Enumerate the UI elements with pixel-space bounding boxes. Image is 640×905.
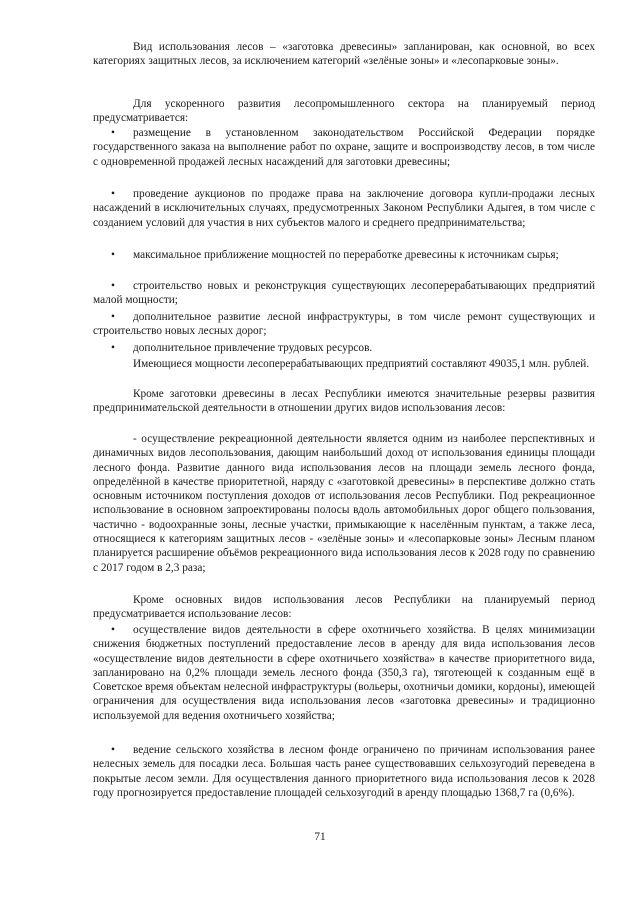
bullet-icon: • <box>111 127 115 139</box>
page-number: 71 <box>314 831 326 843</box>
bullet-item-hunting <box>93 623 595 723</box>
bullet-icon: • <box>111 311 115 323</box>
paragraph-harvest-intro: Вид использования лесов – «заготовка древесины» запланирован, как основной, во всех категориях защитных лесов, за исключением категорий «зелёные зоны» и «лесопарковые зоны». <box>93 41 595 68</box>
bullet-text: ведение сельского хозяйства в лесном фонде ограничено по причинам использования ранее нелесных земель для посадки леса. Большая часть ранее существовавших сельхозугодий переведена в покрытые лесом земли. Для осуществления данного приоритетного вида использования лесов к 2028 году прогнозируется предоставление площадей сельхозугодий в аренду площадью 1368,7 га (0,6%). <box>93 744 595 799</box>
bullet-icon: • <box>111 624 115 636</box>
bullet-item-labor <box>93 341 595 355</box>
paragraph-capacity: Имеющиеся мощности лесоперерабатывающих предприятий составляют 49035,1 млн. рублей. <box>133 358 590 370</box>
bullet-icon: • <box>111 249 115 261</box>
bullet-item-auctions <box>93 187 595 230</box>
bullet-item-agriculture <box>93 743 595 800</box>
bullet-icon: • <box>111 744 115 756</box>
paragraph-development-intro: Для ускоренного развития лесопромышленного сектора на планируемый период предусматривается: <box>93 98 595 125</box>
bullet-text: дополнительное привлечение трудовых ресурсов. <box>133 342 373 354</box>
paragraph-recreation: - осуществление рекреационной деятельности является одним из наиболее перспективных и динамичных видов лесопользования, дающим наибольший доход от использования единицы площади лесного фонда. Развитие данного вида использования лесов на площади земель лесного фонда, определённой в качестве приоритетной, наряду с «заготовкой древесины» в перспективе должно стать основным источником поступления доходов от использования лесов Республики. Под рекреационное использование в основном запроектированы полосы вдоль автомобильных дорог общего пользования, частично - водоохранные зоны, лесные участки, примыкающие к населённым пунктам, а также леса, относящиеся к категориям защитных лесов - «зелёные зоны» и «лесопарковые зоны» Лесным планом планируется расширение объёмов рекреационного вида использования лесов к 2028 году по сравнению с 2017 годом в 2,3 раза; <box>93 433 595 574</box>
bullet-icon: • <box>111 188 115 200</box>
bullet-icon: • <box>111 342 115 354</box>
bullet-item-infrastructure <box>93 310 595 339</box>
bullet-text: максимальное приближение мощностей по переработке древесины к источникам сырья; <box>133 249 559 261</box>
paragraph-additional-uses-intro: Кроме основных видов использования лесов Республики на планируемый период предусматривается использование лесов: <box>93 594 595 621</box>
bullet-item-state-order <box>93 126 595 169</box>
bullet-text: строительство новых и реконструкция существующих лесоперерабатывающих предприятий малой мощности; <box>93 280 595 307</box>
paragraph-other-uses-intro: Кроме заготовки древесины в лесах Республики имеются значительные резервы развития предпринимательской деятельности в отношении других видов использования лесов: <box>93 388 595 415</box>
bullet-item-construction <box>93 279 595 308</box>
bullet-item-capacity-proximity <box>93 248 595 262</box>
bullet-icon: • <box>111 280 115 292</box>
bullet-text: размещение в установленном законодательством Российской Федерации порядке государственного заказа на выполнение работ по охране, защите и воспроизводству лесов, в том числе с одновременной продажей лесных насаждений для заготовки древесины; <box>93 127 595 168</box>
bullet-text: осуществление видов деятельности в сфере охотничьего хозяйства. В целях минимизации снижения бюджетных поступлений предоставление лесов в аренду для вида использования лесов «осуществление видов деятельности в сфере охотничьего хозяйства» в качестве приоритетного вида, запланировано на 0,2% площади земель лесного фонда (350,3 га), тяготеющей к созданным ещё в Советское время объектам нелесной инфраструктуры (вольеры, охотничьи домики, кордоны), имеющей ограничения для осуществления вида использования лесов «заготовка древесины» и традиционно используемой для ведения охотничьего хозяйства; <box>93 624 595 722</box>
bullet-text: проведение аукционов по продаже права на заключение договора купли-продажи лесных насаждений в исключительных случаях, предусмотренных Законом Республики Адыгея, в том числе с созданием условий для участия в них субъектов малого и среднего предпринимательства; <box>93 188 595 229</box>
bullet-text: дополнительное развитие лесной инфраструктуры, в том числе ремонт существующих и строительство новых лесных дорог; <box>93 311 595 338</box>
